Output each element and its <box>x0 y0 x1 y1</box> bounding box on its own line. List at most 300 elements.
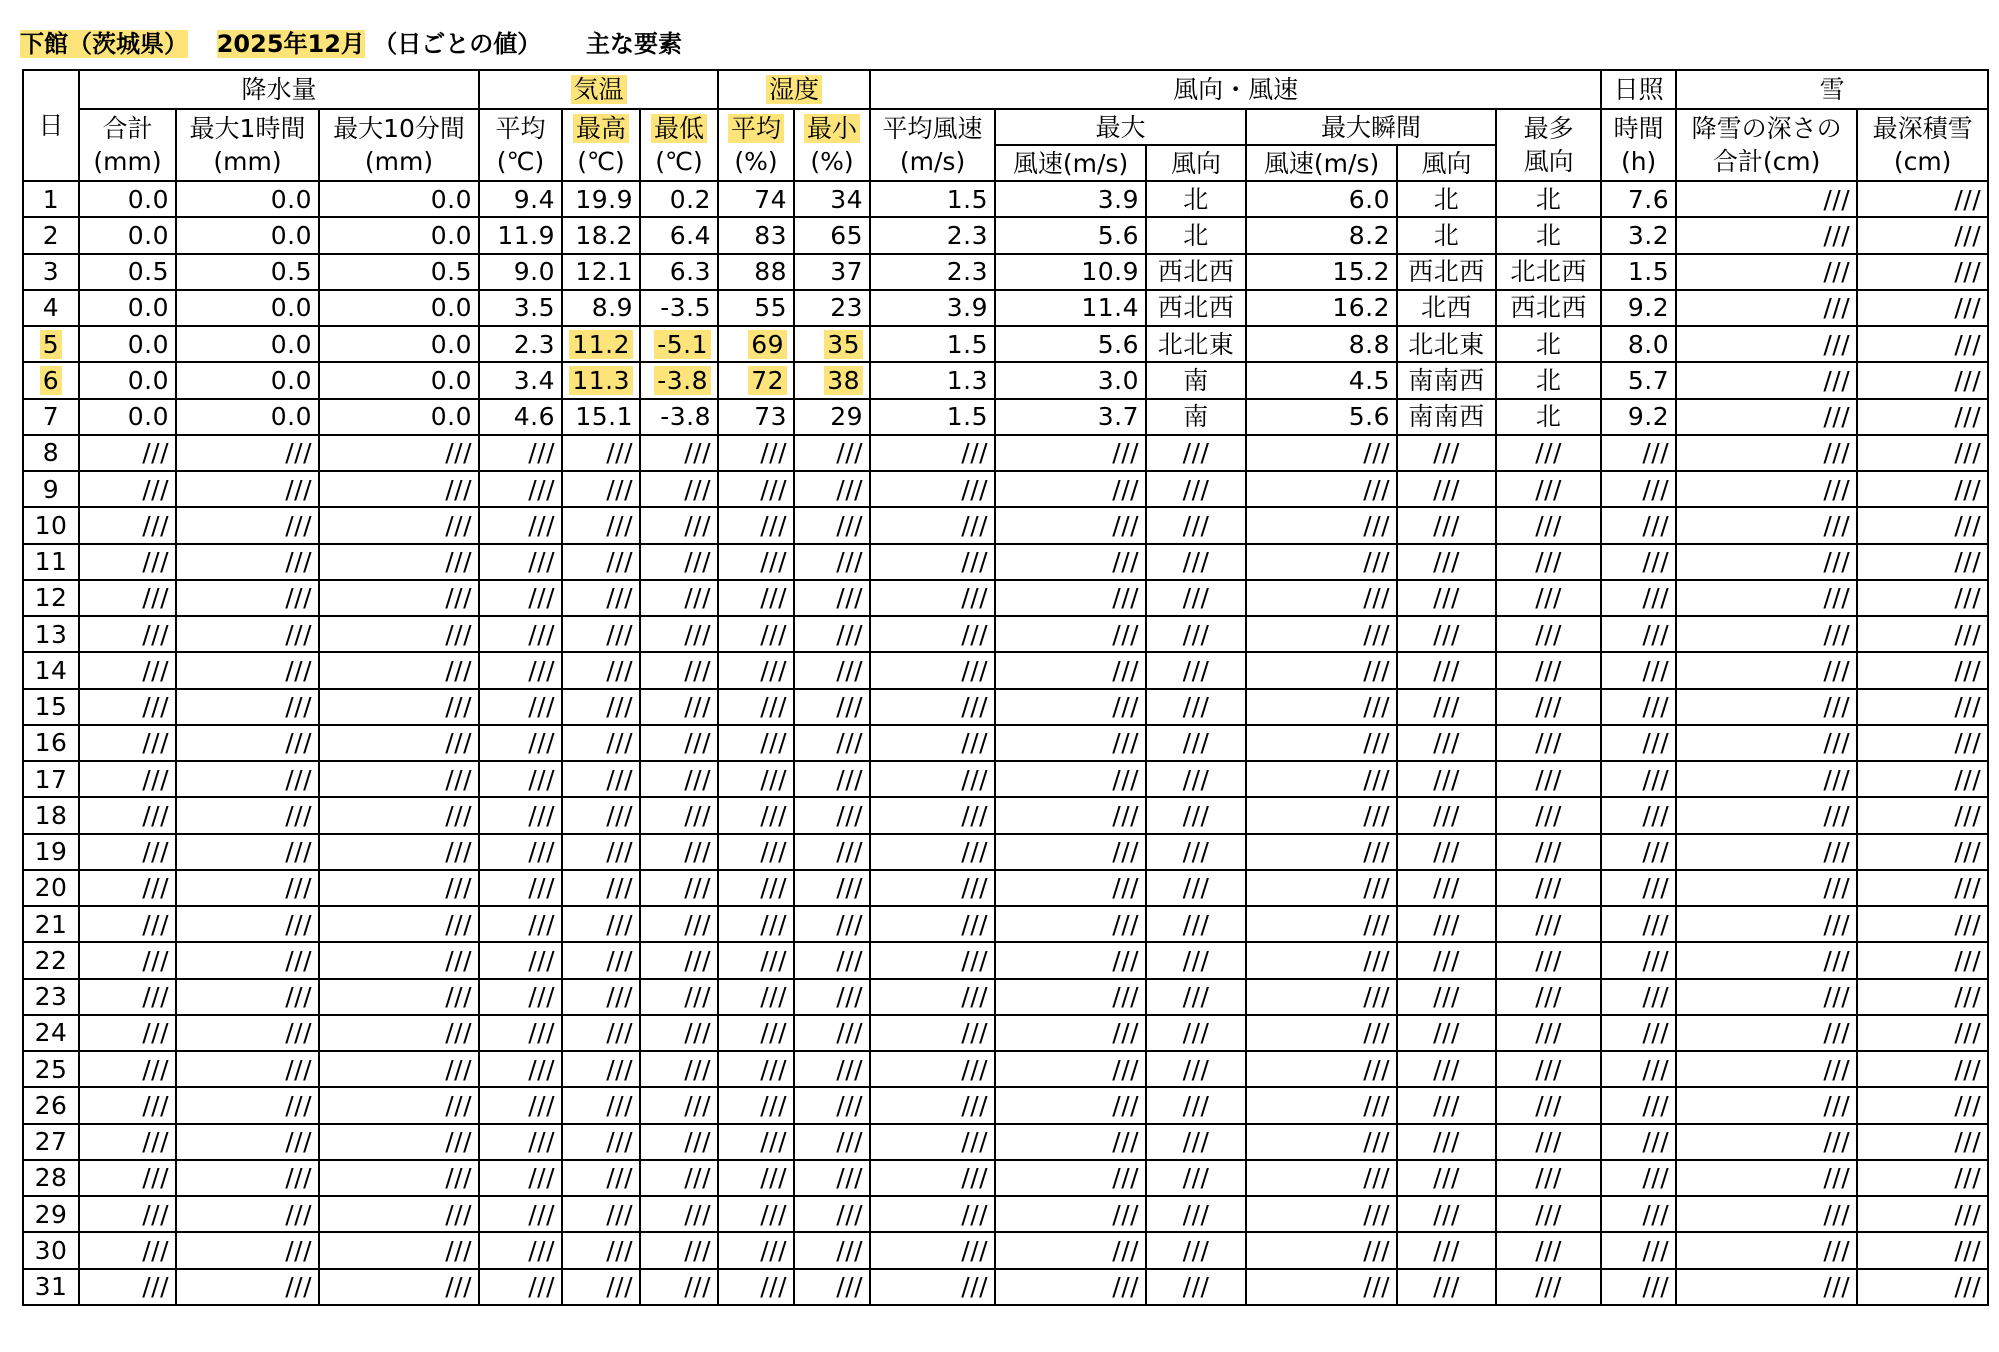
cell-sun: /// <box>1601 979 1676 1015</box>
cell-t-max: /// <box>562 544 640 580</box>
cell-t-max: /// <box>562 1196 640 1232</box>
cell-t-avg: /// <box>479 652 562 688</box>
cell-t-max: /// <box>562 1051 640 1087</box>
cell-t-avg: /// <box>479 1051 562 1087</box>
table-row <box>23 1124 1988 1160</box>
cell-p-total: /// <box>79 652 176 688</box>
cell-w-avg: /// <box>870 435 995 471</box>
cell-snow-depth: /// <box>1857 906 1988 942</box>
cell-sun: 9.2 <box>1601 290 1676 326</box>
cell-h-min: 65 <box>794 217 870 253</box>
cell-snow-depth: /// <box>1857 217 1988 253</box>
table-row <box>23 979 1988 1015</box>
cell-w-freq: /// <box>1496 435 1601 471</box>
cell-p-10m: /// <box>319 580 479 616</box>
cell-w-max: 10.9 <box>995 254 1146 290</box>
cell-snow-depth: /// <box>1857 362 1988 398</box>
cell-t-min: /// <box>640 1160 718 1196</box>
cell-t-min: /// <box>640 1051 718 1087</box>
cell-w-gust: /// <box>1246 544 1397 580</box>
header-snow: 雪 <box>1676 70 1988 109</box>
cell-p-10m: /// <box>319 689 479 725</box>
cell-snow-depth: /// <box>1857 326 1988 362</box>
day-cell: 21 <box>23 906 79 942</box>
cell-p-total: /// <box>79 435 176 471</box>
cell-w-gust: 15.2 <box>1246 254 1397 290</box>
cell-h-avg: /// <box>718 1087 794 1123</box>
cell-p-1h: /// <box>176 435 319 471</box>
cell-t-max: /// <box>562 834 640 870</box>
cell-p-total: 0.0 <box>79 290 176 326</box>
cell-w-max-dir: /// <box>1146 725 1246 761</box>
cell-w-freq: /// <box>1496 616 1601 652</box>
cell-w-gust: 6.0 <box>1246 181 1397 217</box>
cell-p-total: /// <box>79 1196 176 1232</box>
cell-h-min: /// <box>794 797 870 833</box>
cell-sun: /// <box>1601 1051 1676 1087</box>
cell-p-total: /// <box>79 834 176 870</box>
table-row <box>23 870 1988 906</box>
day-cell: 9 <box>23 471 79 507</box>
cell-w-avg: /// <box>870 507 995 543</box>
cell-snow-depth: /// <box>1857 1269 1988 1306</box>
cell-w-max: /// <box>995 979 1146 1015</box>
cell-snow-fall: /// <box>1676 725 1857 761</box>
cell-p-10m: /// <box>319 870 479 906</box>
header-precip-max1h: 最大1時間 (mm) <box>176 109 319 181</box>
cell-snow-depth: /// <box>1857 797 1988 833</box>
cell-t-max: /// <box>562 689 640 725</box>
cell-h-min: /// <box>794 1124 870 1160</box>
cell-w-max: /// <box>995 544 1146 580</box>
cell-w-gust: /// <box>1246 979 1397 1015</box>
cell-h-avg: /// <box>718 725 794 761</box>
day-cell: 15 <box>23 689 79 725</box>
day-cell: 4 <box>23 290 79 326</box>
cell-w-gust-dir: /// <box>1397 1015 1496 1051</box>
cell-sun: 9.2 <box>1601 399 1676 435</box>
cell-w-avg: /// <box>870 979 995 1015</box>
cell-p-10m: /// <box>319 834 479 870</box>
cell-snow-depth: /// <box>1857 181 1988 217</box>
cell-w-freq: /// <box>1496 1015 1601 1051</box>
cell-w-max-dir: /// <box>1146 580 1246 616</box>
header-wind-gust-dir: 風向 <box>1397 145 1496 181</box>
cell-p-total: /// <box>79 1269 176 1306</box>
cell-t-max: 18.2 <box>562 217 640 253</box>
day-cell: 31 <box>23 1269 79 1306</box>
cell-p-1h: /// <box>176 725 319 761</box>
cell-t-min: -3.5 <box>640 290 718 326</box>
cell-w-max: /// <box>995 507 1146 543</box>
day-cell: 17 <box>23 761 79 797</box>
cell-t-max: 15.1 <box>562 399 640 435</box>
cell-snow-fall: /// <box>1676 507 1857 543</box>
cell-p-total: /// <box>79 870 176 906</box>
day-cell: 18 <box>23 797 79 833</box>
cell-sun: /// <box>1601 1124 1676 1160</box>
day-cell: 25 <box>23 1051 79 1087</box>
cell-t-min: -5.1 <box>640 326 718 362</box>
cell-w-freq: /// <box>1496 1232 1601 1268</box>
cell-h-avg: 72 <box>718 362 794 398</box>
cell-sun: /// <box>1601 761 1676 797</box>
cell-snow-depth: /// <box>1857 471 1988 507</box>
cell-t-avg: /// <box>479 1124 562 1160</box>
cell-w-gust: /// <box>1246 471 1397 507</box>
cell-t-min: /// <box>640 507 718 543</box>
cell-t-avg: /// <box>479 507 562 543</box>
cell-w-freq: /// <box>1496 471 1601 507</box>
cell-t-min: -3.8 <box>640 399 718 435</box>
cell-p-total: /// <box>79 725 176 761</box>
header-humidity: 湿度 <box>718 70 870 109</box>
cell-h-min: /// <box>794 870 870 906</box>
day-cell: 20 <box>23 870 79 906</box>
cell-t-avg: 2.3 <box>479 326 562 362</box>
cell-w-gust-dir: /// <box>1397 834 1496 870</box>
cell-w-gust: /// <box>1246 689 1397 725</box>
day-cell: 14 <box>23 652 79 688</box>
cell-sun: /// <box>1601 471 1676 507</box>
cell-w-avg: /// <box>870 797 995 833</box>
cell-h-avg: /// <box>718 1196 794 1232</box>
day-cell: 22 <box>23 942 79 978</box>
cell-w-gust: /// <box>1246 507 1397 543</box>
cell-p-10m: 0.0 <box>319 399 479 435</box>
cell-w-max: /// <box>995 834 1146 870</box>
cell-w-gust: /// <box>1246 1124 1397 1160</box>
cell-w-gust-dir: /// <box>1397 1051 1496 1087</box>
cell-w-gust: /// <box>1246 1196 1397 1232</box>
cell-w-gust: /// <box>1246 1087 1397 1123</box>
cell-w-gust-dir: /// <box>1397 979 1496 1015</box>
cell-w-freq: 北 <box>1496 362 1601 398</box>
cell-t-max: 11.2 <box>562 326 640 362</box>
cell-t-max: /// <box>562 1124 640 1160</box>
cell-snow-fall: /// <box>1676 1087 1857 1123</box>
cell-w-gust-dir: /// <box>1397 507 1496 543</box>
cell-snow-fall: /// <box>1676 435 1857 471</box>
cell-snow-fall: /// <box>1676 870 1857 906</box>
table-row <box>23 834 1988 870</box>
cell-w-gust-dir: /// <box>1397 544 1496 580</box>
cell-w-gust: /// <box>1246 435 1397 471</box>
cell-w-gust: /// <box>1246 1160 1397 1196</box>
cell-t-avg: /// <box>479 979 562 1015</box>
cell-t-avg: /// <box>479 725 562 761</box>
cell-p-10m: /// <box>319 1196 479 1232</box>
cell-snow-fall: /// <box>1676 362 1857 398</box>
cell-w-freq: /// <box>1496 725 1601 761</box>
cell-snow-fall: /// <box>1676 544 1857 580</box>
cell-snow-fall: /// <box>1676 580 1857 616</box>
cell-w-max: /// <box>995 580 1146 616</box>
cell-snow-depth: /// <box>1857 507 1988 543</box>
cell-w-avg: /// <box>870 1160 995 1196</box>
cell-h-avg: /// <box>718 580 794 616</box>
cell-h-avg: /// <box>718 1269 794 1306</box>
table-row <box>23 1160 1988 1196</box>
header-wind: 風向・風速 <box>870 70 1601 109</box>
cell-w-avg: /// <box>870 1232 995 1268</box>
cell-t-max: 12.1 <box>562 254 640 290</box>
cell-w-avg: /// <box>870 1124 995 1160</box>
cell-p-1h: /// <box>176 689 319 725</box>
cell-p-total: /// <box>79 544 176 580</box>
cell-p-total: 0.0 <box>79 399 176 435</box>
cell-w-max-dir: /// <box>1146 1124 1246 1160</box>
cell-t-max: /// <box>562 725 640 761</box>
cell-p-10m: 0.0 <box>319 181 479 217</box>
cell-t-max: /// <box>562 1087 640 1123</box>
cell-w-max: /// <box>995 1015 1146 1051</box>
cell-w-max: /// <box>995 471 1146 507</box>
cell-p-1h: 0.0 <box>176 399 319 435</box>
cell-w-freq: /// <box>1496 1269 1601 1306</box>
cell-w-freq: /// <box>1496 979 1601 1015</box>
cell-w-max: 3.0 <box>995 362 1146 398</box>
cell-p-total: /// <box>79 507 176 543</box>
cell-w-max: /// <box>995 1087 1146 1123</box>
cell-p-10m: /// <box>319 616 479 652</box>
elements-label: 主な要素 <box>586 30 682 58</box>
cell-snow-fall: /// <box>1676 1269 1857 1306</box>
cell-w-freq: /// <box>1496 761 1601 797</box>
cell-w-max-dir: /// <box>1146 652 1246 688</box>
cell-t-min: /// <box>640 471 718 507</box>
cell-w-gust-dir: 南南西 <box>1397 399 1496 435</box>
cell-sun: /// <box>1601 616 1676 652</box>
cell-w-gust-dir: /// <box>1397 1232 1496 1268</box>
cell-w-gust-dir: /// <box>1397 1087 1496 1123</box>
cell-w-max-dir: /// <box>1146 942 1246 978</box>
cell-t-max: /// <box>562 979 640 1015</box>
cell-h-avg: 55 <box>718 290 794 326</box>
cell-sun: /// <box>1601 1015 1676 1051</box>
cell-p-total: /// <box>79 1015 176 1051</box>
cell-w-avg: /// <box>870 1087 995 1123</box>
cell-t-min: /// <box>640 616 718 652</box>
cell-snow-depth: /// <box>1857 290 1988 326</box>
cell-w-gust: /// <box>1246 652 1397 688</box>
cell-w-max: /// <box>995 906 1146 942</box>
cell-t-min: /// <box>640 652 718 688</box>
cell-w-gust: 8.2 <box>1246 217 1397 253</box>
cell-p-1h: 0.0 <box>176 217 319 253</box>
cell-w-max: 3.7 <box>995 399 1146 435</box>
cell-w-max: /// <box>995 725 1146 761</box>
cell-w-freq: /// <box>1496 1124 1601 1160</box>
cell-h-avg: /// <box>718 797 794 833</box>
cell-w-avg: /// <box>870 725 995 761</box>
cell-w-gust-dir: /// <box>1397 1160 1496 1196</box>
cell-p-10m: /// <box>319 1087 479 1123</box>
day-cell: 2 <box>23 217 79 253</box>
cell-w-max: /// <box>995 1196 1146 1232</box>
day-cell: 23 <box>23 979 79 1015</box>
cell-h-min: /// <box>794 1015 870 1051</box>
cell-w-max: 11.4 <box>995 290 1146 326</box>
cell-w-gust-dir: /// <box>1397 725 1496 761</box>
cell-snow-depth: /// <box>1857 942 1988 978</box>
cell-w-gust-dir: /// <box>1397 616 1496 652</box>
cell-t-min: /// <box>640 580 718 616</box>
cell-w-avg: /// <box>870 652 995 688</box>
cell-t-max: /// <box>562 797 640 833</box>
cell-sun: /// <box>1601 1269 1676 1306</box>
header-snow-fall: 降雪の深さの 合計(cm) <box>1676 109 1857 181</box>
cell-p-total: /// <box>79 906 176 942</box>
cell-w-gust: /// <box>1246 725 1397 761</box>
cell-t-min: /// <box>640 1015 718 1051</box>
cell-w-max: 5.6 <box>995 326 1146 362</box>
cell-h-avg: /// <box>718 1232 794 1268</box>
cell-w-max-dir: /// <box>1146 1087 1246 1123</box>
cell-h-min: /// <box>794 725 870 761</box>
cell-w-gust-dir: /// <box>1397 471 1496 507</box>
cell-sun: /// <box>1601 580 1676 616</box>
cell-p-10m: /// <box>319 979 479 1015</box>
header-wind-max-speed: 風速(m/s) <box>995 145 1146 181</box>
cell-w-max: /// <box>995 797 1146 833</box>
cell-snow-fall: /// <box>1676 652 1857 688</box>
cell-sun: /// <box>1601 1232 1676 1268</box>
cell-t-avg: /// <box>479 689 562 725</box>
cell-h-avg: /// <box>718 616 794 652</box>
cell-t-avg: /// <box>479 616 562 652</box>
cell-w-gust-dir: /// <box>1397 435 1496 471</box>
cell-t-max: /// <box>562 906 640 942</box>
cell-h-min: /// <box>794 1087 870 1123</box>
cell-w-gust-dir: /// <box>1397 652 1496 688</box>
cell-w-freq: 北 <box>1496 181 1601 217</box>
cell-p-total: /// <box>79 1232 176 1268</box>
header-temp-avg: 平均 (℃) <box>479 109 562 181</box>
cell-w-gust-dir: 南南西 <box>1397 362 1496 398</box>
day-cell: 28 <box>23 1160 79 1196</box>
cell-h-avg: /// <box>718 689 794 725</box>
cell-t-min: /// <box>640 906 718 942</box>
cell-snow-depth: /// <box>1857 544 1988 580</box>
cell-snow-depth: /// <box>1857 254 1988 290</box>
cell-h-avg: /// <box>718 1051 794 1087</box>
cell-h-min: 29 <box>794 399 870 435</box>
cell-w-gust: 16.2 <box>1246 290 1397 326</box>
cell-w-freq: /// <box>1496 507 1601 543</box>
header-temperature: 気温 <box>479 70 718 109</box>
cell-sun: /// <box>1601 544 1676 580</box>
cell-t-avg: /// <box>479 906 562 942</box>
cell-p-10m: 0.5 <box>319 254 479 290</box>
cell-w-avg: /// <box>870 544 995 580</box>
cell-sun: 5.7 <box>1601 362 1676 398</box>
cell-w-freq: 北 <box>1496 217 1601 253</box>
cell-w-avg: /// <box>870 580 995 616</box>
cell-t-min: 6.4 <box>640 217 718 253</box>
cell-p-1h: /// <box>176 1087 319 1123</box>
cell-snow-depth: /// <box>1857 1160 1988 1196</box>
cell-t-max: /// <box>562 471 640 507</box>
cell-t-max: /// <box>562 616 640 652</box>
cell-p-total: 0.0 <box>79 181 176 217</box>
cell-p-10m: /// <box>319 471 479 507</box>
cell-w-gust-dir: /// <box>1397 761 1496 797</box>
cell-h-avg: /// <box>718 834 794 870</box>
cell-w-max-dir: /// <box>1146 870 1246 906</box>
cell-w-max: /// <box>995 1232 1146 1268</box>
cell-t-avg: 4.6 <box>479 399 562 435</box>
cell-snow-fall: /// <box>1676 979 1857 1015</box>
day-cell: 16 <box>23 725 79 761</box>
cell-p-1h: /// <box>176 906 319 942</box>
cell-w-freq: /// <box>1496 1160 1601 1196</box>
cell-w-freq: /// <box>1496 834 1601 870</box>
day-cell: 5 <box>23 326 79 362</box>
cell-w-max-dir: 南 <box>1146 399 1246 435</box>
cell-h-min: /// <box>794 580 870 616</box>
cell-h-avg: 88 <box>718 254 794 290</box>
cell-w-max-dir: /// <box>1146 471 1246 507</box>
cell-w-gust-dir: 北 <box>1397 217 1496 253</box>
cell-t-max: /// <box>562 1232 640 1268</box>
cell-h-avg: /// <box>718 761 794 797</box>
cell-sun: /// <box>1601 1196 1676 1232</box>
cell-w-avg: 1.3 <box>870 362 995 398</box>
header-sunshine: 日照 <box>1601 70 1676 109</box>
cell-snow-fall: /// <box>1676 906 1857 942</box>
cell-p-1h: 0.0 <box>176 326 319 362</box>
cell-h-avg: /// <box>718 652 794 688</box>
cell-p-total: 0.0 <box>79 362 176 398</box>
cell-p-total: /// <box>79 761 176 797</box>
cell-w-max-dir: 西北西 <box>1146 290 1246 326</box>
cell-sun: /// <box>1601 725 1676 761</box>
cell-h-avg: /// <box>718 544 794 580</box>
table-row <box>23 1196 1988 1232</box>
table-row <box>23 544 1988 580</box>
cell-w-gust-dir: /// <box>1397 906 1496 942</box>
cell-p-10m: 0.0 <box>319 217 479 253</box>
cell-w-max: 3.9 <box>995 181 1146 217</box>
cell-t-avg: /// <box>479 870 562 906</box>
cell-w-max-dir: /// <box>1146 979 1246 1015</box>
header-snow-depth: 最深積雪 (cm) <box>1857 109 1988 181</box>
cell-w-freq: 北北西 <box>1496 254 1601 290</box>
cell-t-min: /// <box>640 761 718 797</box>
cell-p-total: /// <box>79 471 176 507</box>
day-cell: 8 <box>23 435 79 471</box>
cell-w-freq: /// <box>1496 1051 1601 1087</box>
cell-h-min: /// <box>794 544 870 580</box>
cell-p-1h: /// <box>176 761 319 797</box>
cell-snow-fall: /// <box>1676 326 1857 362</box>
cell-p-10m: 0.0 <box>319 362 479 398</box>
cell-w-gust: 5.6 <box>1246 399 1397 435</box>
cell-snow-depth: /// <box>1857 1232 1988 1268</box>
cell-t-max: /// <box>562 1160 640 1196</box>
month-label: 2025年12月 <box>216 30 365 58</box>
cell-sun: /// <box>1601 870 1676 906</box>
cell-p-total: /// <box>79 1051 176 1087</box>
cell-sun: /// <box>1601 689 1676 725</box>
cell-w-gust-dir: /// <box>1397 870 1496 906</box>
cell-p-1h: /// <box>176 1051 319 1087</box>
table-row <box>23 725 1988 761</box>
cell-t-avg: /// <box>479 435 562 471</box>
cell-t-avg: /// <box>479 942 562 978</box>
cell-w-max-dir: /// <box>1146 689 1246 725</box>
